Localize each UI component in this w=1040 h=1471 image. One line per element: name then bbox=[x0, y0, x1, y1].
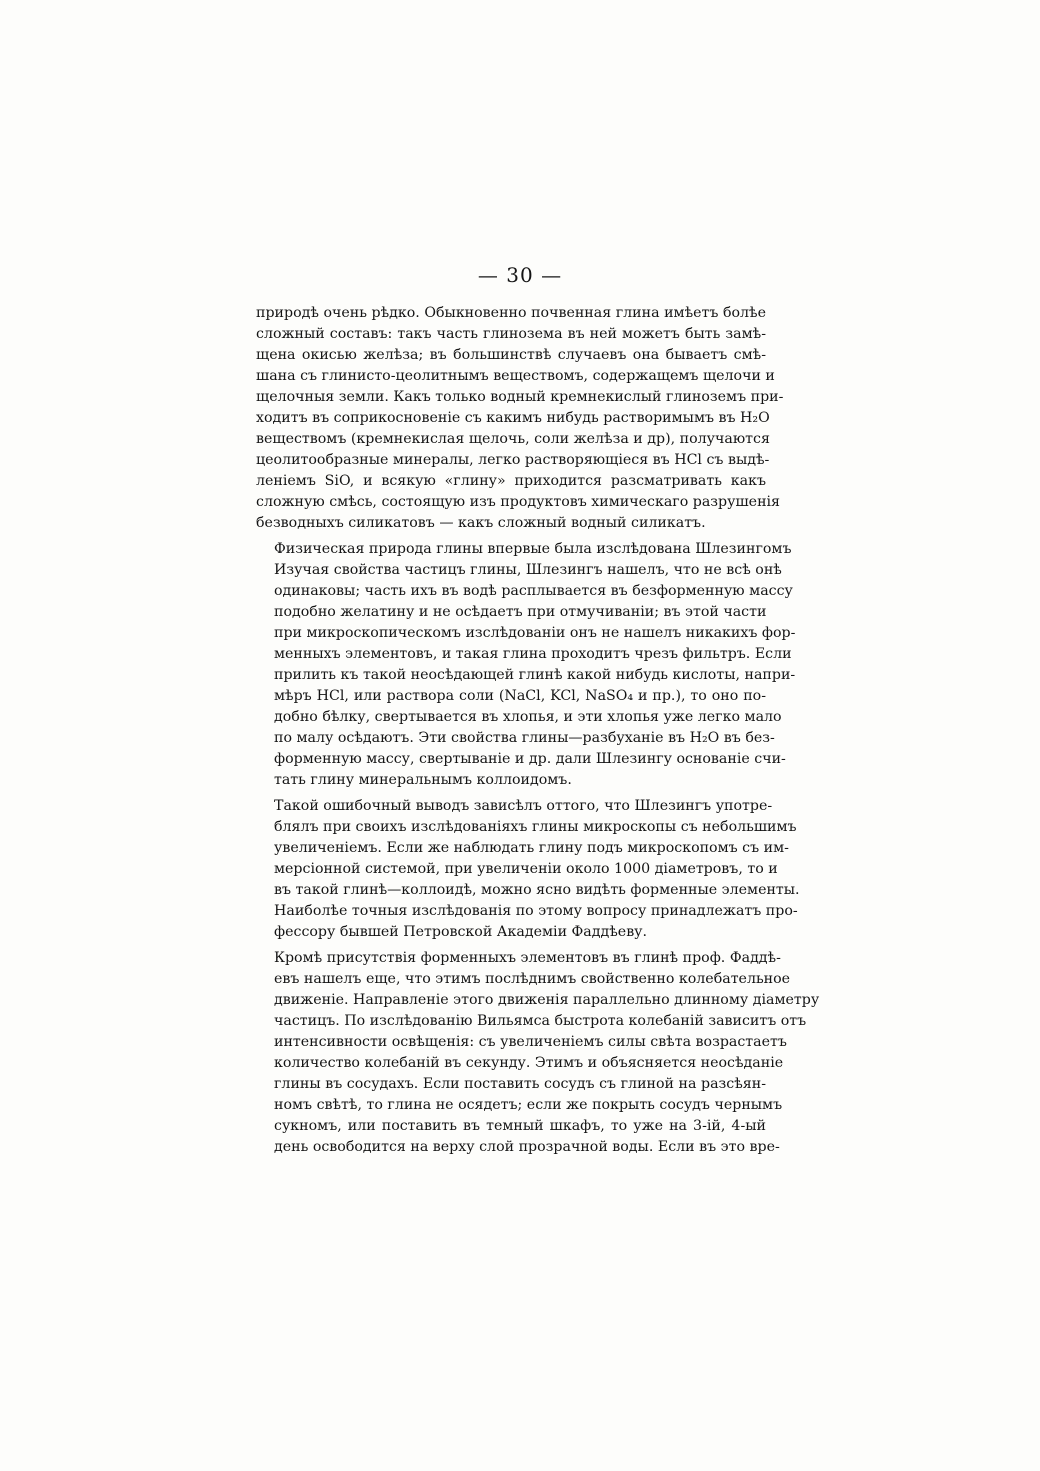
text-line: Физическая природа глины впервые была изслѣдована Шлезингомъ bbox=[274, 541, 792, 557]
text-line: въ такой глинѣ—коллоидѣ, можно ясно видѣть форменные элементы. bbox=[274, 882, 800, 898]
text-line: леніемъ SiO, и всякую «глину» приходится разсматривать какъ bbox=[256, 473, 766, 489]
text-line: количество колебаній въ секунду. Этимъ и объясняется неосѣданіе bbox=[274, 1055, 784, 1071]
text-line: частицъ. По изслѣдованію Вильямса быстрота колебаній зависитъ отъ bbox=[274, 1013, 807, 1029]
text-line: сложный составъ: такъ часть глинозема въ ней можетъ быть замѣ- bbox=[256, 326, 766, 342]
text-line: Изучая свойства частицъ глины, Шлезингъ нашелъ, что не всѣ онѣ bbox=[274, 562, 782, 578]
text-line: сложную смѣсь, состоящую изъ продуктовъ химическаго разрушенія bbox=[256, 494, 781, 510]
text-line: при микроскопическомъ изслѣдованіи онъ не нашелъ никакихъ фор- bbox=[274, 625, 796, 641]
text-line: Кромѣ присутствія форменныхъ элементовъ въ глинѣ проф. Фаддѣ- bbox=[274, 950, 781, 966]
text-line: номъ свѣтѣ, то глина не осядетъ; если же покрыть сосудъ чернымъ bbox=[274, 1097, 783, 1113]
text-line: интенсивности освѣщенія: съ увеличеніемъ силы свѣта возрастаетъ bbox=[274, 1034, 787, 1050]
paragraph-1 bbox=[256, 303, 784, 534]
text-line: по малу осѣдаютъ. Эти свойства глины—разбуханіе въ H₂O въ без- bbox=[274, 730, 775, 746]
text-line: подобно желатину и не осѣдаетъ при отмучиваніи; въ этой части bbox=[274, 604, 767, 620]
paragraph-4 bbox=[256, 948, 820, 1158]
text-line: тать глину минеральнымъ коллоидомъ. bbox=[274, 772, 572, 788]
text-line: день освободится на верху слой прозрачной воды. Если въ это вре- bbox=[274, 1139, 780, 1155]
paragraph-2 bbox=[256, 539, 796, 791]
text-line: веществомъ (кремнекислая щелочь, соли желѣза и др), получаются bbox=[256, 431, 770, 447]
text-line: цеолитообразные минералы, легко растворяющіеся въ HCl съ выдѣ- bbox=[256, 452, 770, 468]
body-text bbox=[256, 303, 820, 1158]
text-line: глины въ сосудахъ. Если поставить сосудъ съ глиной на разсѣян- bbox=[274, 1076, 766, 1092]
text-line: добно бѣлку, свертывается въ хлопья, и эти хлопья уже легко мало bbox=[274, 709, 782, 725]
text-line: сукномъ, или поставить въ темный шкафъ, то уже на 3-ій, 4-ый bbox=[274, 1118, 766, 1134]
text-line: блялъ при своихъ изслѣдованіяхъ глины микроскопы съ небольшимъ bbox=[274, 819, 797, 835]
page-number: — 30 — bbox=[477, 263, 563, 287]
paragraph-3 bbox=[256, 796, 800, 943]
text-line: фессору бывшей Петровской Академіи Фаддѣеву. bbox=[274, 924, 648, 940]
text-line: увеличеніемъ. Если же наблюдать глину подъ микроскопомъ съ им- bbox=[274, 840, 789, 856]
text-line: движеніе. Направленіе этого движенія параллельно длинному діаметру bbox=[274, 992, 820, 1008]
text-line: Наиболѣе точныя изслѣдованія по этому вопросу принадлежатъ про- bbox=[274, 903, 798, 919]
text-line: менныхъ элементовъ, и такая глина проходитъ чрезъ фильтръ. Если bbox=[274, 646, 792, 662]
text-line: прилить къ такой неосѣдающей глинѣ какой нибудь кислоты, напри- bbox=[274, 667, 796, 683]
text-line: шана съ глинисто-цеолитнымъ веществомъ, содержащемъ щелочи и bbox=[256, 368, 775, 384]
text-line: мѣръ HCl, или раствора соли (NaCl, KCl, NaSO₄ и пр.), то оно по- bbox=[274, 688, 766, 704]
text-line: Такой ошибочный выводъ зависѣлъ оттого, что Шлезингъ употре- bbox=[274, 798, 773, 814]
text-line: форменную массу, свертываніе и др. дали Шлезингу основаніе счи- bbox=[274, 751, 786, 767]
text-line: природѣ очень рѣдко. Обыкновенно почвенная глина имѣетъ болѣе bbox=[256, 305, 766, 321]
text-line: щена окисью желѣза; въ большинствѣ случаевъ она бываетъ смѣ- bbox=[256, 347, 766, 363]
text-line: евъ нашелъ еще, что этимъ послѣднимъ свойственно колебательное bbox=[274, 971, 791, 987]
text-line: мерсіонной системой, при увеличеніи около 1000 діаметровъ, то и bbox=[274, 861, 778, 877]
text-line: щелочныя земли. Какъ только водный кремнекислый глиноземъ при- bbox=[256, 389, 784, 405]
text-line: безводныхъ силикатовъ — какъ сложный водный силикатъ. bbox=[256, 515, 706, 531]
text-line: одинаковы; часть ихъ въ водѣ расплывается въ безформенную массу bbox=[274, 583, 793, 599]
text-line: ходитъ въ соприкосновеніе съ какимъ нибудь растворимымъ въ H₂O bbox=[256, 410, 770, 426]
